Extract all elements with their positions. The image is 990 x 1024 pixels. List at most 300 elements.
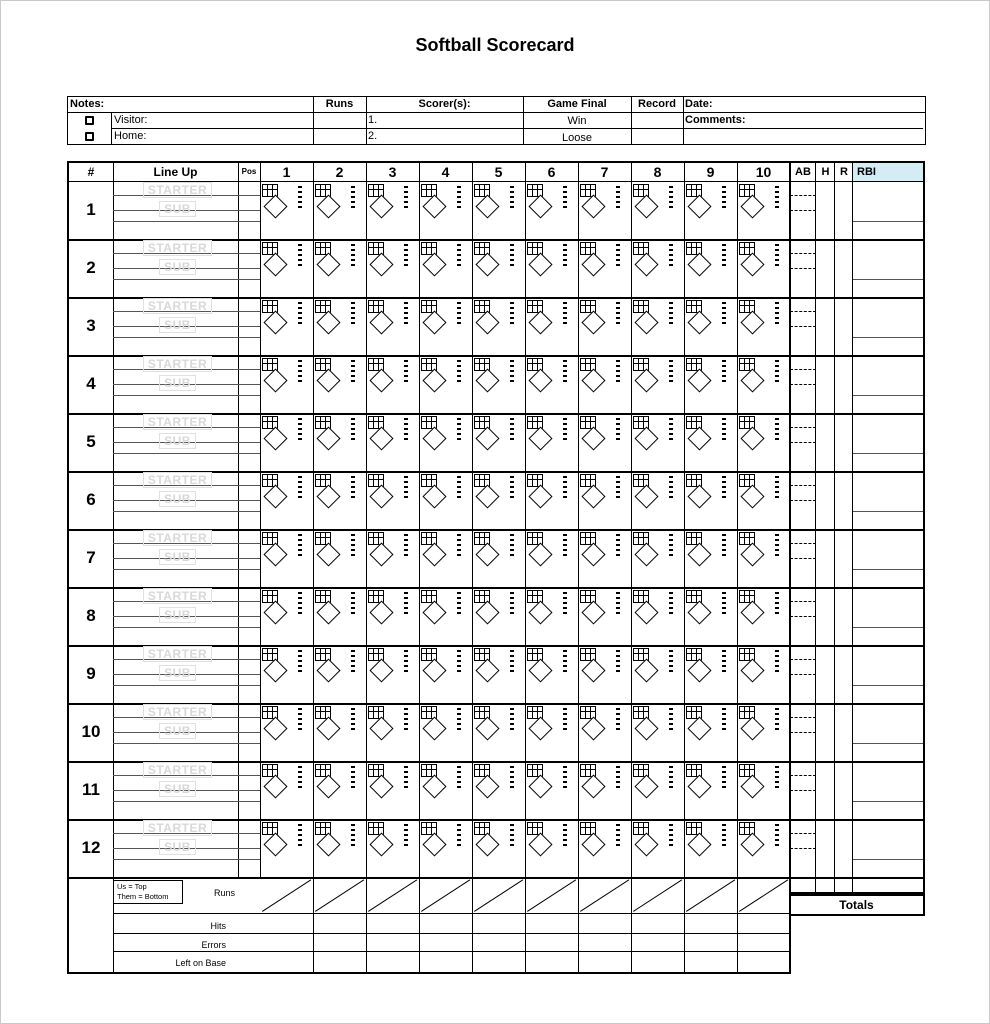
hit-type-marks <box>404 360 408 385</box>
hit-type-marks <box>457 244 461 269</box>
base-diamond[interactable] <box>634 774 658 798</box>
sub-slot[interactable] <box>115 608 240 622</box>
hit-type-marks <box>351 534 355 559</box>
base-diamond[interactable] <box>740 716 764 740</box>
hit-type-marks <box>298 766 302 791</box>
footer-errors-label: Errors <box>201 940 226 950</box>
base-diamond[interactable] <box>369 832 393 856</box>
runs-label: Runs <box>325 98 354 110</box>
grid-col-divider <box>113 163 114 877</box>
base-diamond[interactable] <box>581 658 605 682</box>
base-diamond[interactable] <box>528 310 552 334</box>
base-diamond[interactable] <box>528 658 552 682</box>
pos-col-header: Pos <box>241 167 257 176</box>
base-diamond[interactable] <box>316 310 340 334</box>
base-diamond[interactable] <box>316 542 340 566</box>
base-diamond[interactable] <box>687 832 711 856</box>
hit-type-marks <box>775 244 779 269</box>
starter-slot[interactable] <box>115 763 240 777</box>
base-diamond[interactable] <box>316 832 340 856</box>
base-diamond[interactable] <box>475 774 499 798</box>
sub-slot[interactable] <box>115 666 240 680</box>
lineup-grid <box>67 161 791 974</box>
base-diamond[interactable] <box>528 368 552 392</box>
base-diamond[interactable] <box>422 774 446 798</box>
stats-dash-line <box>790 268 816 269</box>
sub-slot[interactable] <box>115 840 240 854</box>
hit-type-marks <box>722 766 726 791</box>
base-diamond[interactable] <box>316 484 340 508</box>
hit-type-marks <box>563 708 567 733</box>
base-diamond[interactable] <box>263 194 287 218</box>
base-diamond[interactable] <box>422 426 446 450</box>
base-diamond[interactable] <box>475 252 499 276</box>
hit-type-marks <box>298 708 302 733</box>
base-diamond[interactable] <box>369 252 393 276</box>
hit-type-marks <box>351 766 355 791</box>
base-diamond[interactable] <box>316 716 340 740</box>
base-diamond[interactable] <box>528 484 552 508</box>
rbi-line <box>853 859 923 860</box>
record-label: Record <box>638 98 676 110</box>
base-diamond[interactable] <box>263 716 287 740</box>
stats-row-divider <box>790 877 923 879</box>
base-diamond[interactable] <box>740 542 764 566</box>
hit-type-marks <box>722 244 726 269</box>
stats-row-divider <box>790 703 923 705</box>
inning-col-divider <box>684 163 685 972</box>
inning-col-divider <box>578 163 579 972</box>
base-diamond[interactable] <box>687 194 711 218</box>
base-diamond[interactable] <box>475 310 499 334</box>
rbi-line <box>853 627 923 628</box>
base-diamond[interactable] <box>634 426 658 450</box>
batting-order-number: 10 <box>81 722 101 741</box>
base-diamond[interactable] <box>581 252 605 276</box>
hit-type-marks <box>510 824 514 849</box>
base-diamond[interactable] <box>634 716 658 740</box>
rbi-line <box>853 685 923 686</box>
base-diamond[interactable] <box>316 774 340 798</box>
base-diamond[interactable] <box>740 194 764 218</box>
base-diamond[interactable] <box>422 658 446 682</box>
stats-dash-line <box>790 674 816 675</box>
base-diamond[interactable] <box>581 600 605 624</box>
base-diamond[interactable] <box>316 368 340 392</box>
base-diamond[interactable] <box>475 426 499 450</box>
base-diamond[interactable] <box>528 252 552 276</box>
base-diamond[interactable] <box>475 832 499 856</box>
stats-header-divider <box>790 181 923 182</box>
scorer-2-field[interactable]: 2. <box>368 130 378 142</box>
inning-col-divider <box>419 163 420 972</box>
base-diamond[interactable] <box>528 194 552 218</box>
stats-row-divider <box>790 645 923 647</box>
base-diamond[interactable] <box>581 542 605 566</box>
starter-slot[interactable] <box>115 241 240 255</box>
base-diamond[interactable] <box>475 600 499 624</box>
base-diamond[interactable] <box>581 310 605 334</box>
hit-type-marks <box>669 592 673 617</box>
hit-type-marks <box>775 650 779 675</box>
base-diamond[interactable] <box>369 368 393 392</box>
base-diamond[interactable] <box>581 716 605 740</box>
base-diamond[interactable] <box>369 484 393 508</box>
starter-label: STARTER <box>143 588 212 604</box>
runs-split-line <box>686 879 735 911</box>
base-diamond[interactable] <box>740 832 764 856</box>
sub-slot[interactable] <box>115 318 240 332</box>
base-diamond[interactable] <box>316 252 340 276</box>
lineup-line <box>113 801 260 802</box>
footer-row-divider <box>113 933 789 934</box>
starter-label: STARTER <box>143 762 212 778</box>
stats-row-divider <box>790 297 923 299</box>
base-diamond[interactable] <box>634 194 658 218</box>
base-diamond[interactable] <box>475 716 499 740</box>
stats-row-divider <box>790 819 923 821</box>
base-diamond[interactable] <box>581 832 605 856</box>
hit-type-marks <box>351 708 355 733</box>
hit-type-marks <box>351 360 355 385</box>
base-diamond[interactable] <box>422 600 446 624</box>
base-diamond[interactable] <box>263 484 287 508</box>
base-diamond[interactable] <box>422 542 446 566</box>
starter-slot[interactable] <box>115 531 240 545</box>
base-diamond[interactable] <box>263 658 287 682</box>
sub-label: SUB <box>159 839 196 855</box>
sub-label: SUB <box>159 607 196 623</box>
base-diamond[interactable] <box>475 194 499 218</box>
hit-type-marks <box>510 708 514 733</box>
batting-order-number: 6 <box>86 490 96 509</box>
base-diamond[interactable] <box>634 484 658 508</box>
rbi-line <box>853 569 923 570</box>
base-diamond[interactable] <box>263 310 287 334</box>
base-diamond[interactable] <box>687 484 711 508</box>
stats-row-divider <box>790 529 923 531</box>
hit-type-marks <box>722 418 726 443</box>
stats-dash-line <box>790 485 816 486</box>
hit-type-marks <box>669 186 673 211</box>
starter-slot[interactable] <box>115 473 240 487</box>
base-diamond[interactable] <box>528 716 552 740</box>
hit-type-marks <box>722 534 726 559</box>
hit-type-marks <box>669 534 673 559</box>
hit-type-marks <box>457 708 461 733</box>
base-diamond[interactable] <box>316 600 340 624</box>
base-diamond[interactable] <box>422 716 446 740</box>
lineup-line <box>113 279 260 280</box>
base-diamond[interactable] <box>740 368 764 392</box>
stats-dash-line <box>790 384 816 385</box>
base-diamond[interactable] <box>581 484 605 508</box>
runs-split-line <box>474 879 523 911</box>
hit-type-marks <box>510 360 514 385</box>
stats-grid <box>790 161 925 894</box>
base-diamond[interactable] <box>634 310 658 334</box>
stats-dash-line <box>790 732 816 733</box>
hit-type-marks <box>616 650 620 675</box>
base-diamond[interactable] <box>316 194 340 218</box>
loose-option[interactable]: Loose <box>562 132 592 144</box>
hit-type-marks <box>510 418 514 443</box>
inning-col-divider <box>472 163 473 972</box>
footer-hits-label: Hits <box>210 921 226 931</box>
base-diamond[interactable] <box>369 716 393 740</box>
base-diamond[interactable] <box>634 252 658 276</box>
hit-type-marks <box>669 418 673 443</box>
base-diamond[interactable] <box>263 774 287 798</box>
batting-order-number: 3 <box>86 316 96 335</box>
starter-slot[interactable] <box>115 705 240 719</box>
hit-type-marks <box>775 708 779 733</box>
base-diamond[interactable] <box>475 542 499 566</box>
hit-type-marks <box>404 534 408 559</box>
hit-type-marks <box>616 824 620 849</box>
inning-col-divider <box>737 163 738 972</box>
runs-split-line <box>262 879 311 911</box>
base-diamond[interactable] <box>740 774 764 798</box>
batting-order-number: 11 <box>82 780 100 799</box>
base-diamond[interactable] <box>740 658 764 682</box>
page-title: Softball Scorecard <box>415 35 575 55</box>
hit-type-marks <box>457 824 461 849</box>
hit-type-marks <box>775 534 779 559</box>
sub-slot[interactable] <box>115 782 240 796</box>
base-diamond[interactable] <box>422 252 446 276</box>
base-diamond[interactable] <box>687 658 711 682</box>
hit-type-marks <box>298 476 302 501</box>
runs-split-line <box>315 879 364 911</box>
base-diamond[interactable] <box>528 426 552 450</box>
hit-type-marks <box>351 650 355 675</box>
hit-type-marks <box>351 244 355 269</box>
base-diamond[interactable] <box>263 600 287 624</box>
inning-header: 1 <box>282 164 291 180</box>
runs-split-line <box>527 879 576 911</box>
win-option[interactable]: Win <box>567 115 587 127</box>
lineup-line <box>113 685 260 686</box>
base-diamond[interactable] <box>422 194 446 218</box>
base-diamond[interactable] <box>581 426 605 450</box>
sub-slot[interactable] <box>115 202 240 216</box>
base-diamond[interactable] <box>634 600 658 624</box>
base-diamond[interactable] <box>316 426 340 450</box>
grid-col-divider <box>260 163 261 877</box>
base-diamond[interactable] <box>369 426 393 450</box>
scorers-label: Scorer(s): <box>418 98 471 110</box>
base-diamond[interactable] <box>263 542 287 566</box>
hit-type-marks <box>775 592 779 617</box>
base-diamond[interactable] <box>263 252 287 276</box>
base-diamond[interactable] <box>740 426 764 450</box>
home-checkbox[interactable] <box>85 132 94 141</box>
starter-slot[interactable] <box>115 415 240 429</box>
visitor-checkbox[interactable] <box>85 116 94 125</box>
base-diamond[interactable] <box>687 600 711 624</box>
sub-slot[interactable] <box>115 260 240 274</box>
base-diamond[interactable] <box>475 658 499 682</box>
inning-header: 3 <box>388 164 397 180</box>
hit-type-marks <box>669 302 673 327</box>
stats-dash-line <box>790 210 816 211</box>
header-col-divider <box>683 97 684 144</box>
stats-dash-line <box>790 253 816 254</box>
rbi-line <box>853 279 923 280</box>
base-diamond[interactable] <box>634 542 658 566</box>
base-diamond[interactable] <box>634 368 658 392</box>
stats-row-divider <box>790 413 923 415</box>
footer-row-divider <box>113 951 789 952</box>
stats-col-divider <box>815 163 816 892</box>
base-diamond[interactable] <box>687 310 711 334</box>
hit-type-marks <box>351 824 355 849</box>
base-diamond[interactable] <box>528 600 552 624</box>
notes-label: Notes: <box>70 98 105 110</box>
base-diamond[interactable] <box>634 658 658 682</box>
base-diamond[interactable] <box>263 368 287 392</box>
hit-type-marks <box>616 186 620 211</box>
base-diamond[interactable] <box>263 426 287 450</box>
stats-dash-line <box>790 195 816 196</box>
base-diamond[interactable] <box>369 310 393 334</box>
base-diamond[interactable] <box>369 658 393 682</box>
hit-type-marks <box>722 476 726 501</box>
inning-header: 8 <box>653 164 662 180</box>
hit-type-marks <box>351 592 355 617</box>
stat-header: RBI <box>857 166 876 178</box>
header-row-divider <box>68 112 925 113</box>
starter-slot[interactable] <box>115 299 240 313</box>
hit-type-marks <box>722 592 726 617</box>
stats-dash-line <box>790 369 816 370</box>
hit-type-marks <box>404 766 408 791</box>
sub-slot[interactable] <box>115 550 240 564</box>
sub-slot[interactable] <box>115 376 240 390</box>
hit-type-marks <box>510 766 514 791</box>
base-diamond[interactable] <box>369 774 393 798</box>
inning-col-divider <box>366 163 367 972</box>
base-diamond[interactable] <box>740 600 764 624</box>
hit-type-marks <box>457 476 461 501</box>
sub-label: SUB <box>159 375 196 391</box>
base-diamond[interactable] <box>422 368 446 392</box>
base-diamond[interactable] <box>528 774 552 798</box>
stats-dash-line <box>790 558 816 559</box>
base-diamond[interactable] <box>369 194 393 218</box>
base-diamond[interactable] <box>475 368 499 392</box>
rbi-line <box>853 453 923 454</box>
hit-type-marks <box>457 302 461 327</box>
base-diamond[interactable] <box>475 484 499 508</box>
visitor-label: Visitor: <box>114 114 148 126</box>
starter-slot[interactable] <box>115 589 240 603</box>
batting-order-number: 1 <box>86 200 96 219</box>
hit-type-marks <box>457 766 461 791</box>
sub-label: SUB <box>159 201 196 217</box>
base-diamond[interactable] <box>369 542 393 566</box>
inning-header: 2 <box>335 164 344 180</box>
base-diamond[interactable] <box>687 716 711 740</box>
base-diamond[interactable] <box>263 832 287 856</box>
base-diamond[interactable] <box>528 832 552 856</box>
base-diamond[interactable] <box>528 542 552 566</box>
hit-type-marks <box>563 534 567 559</box>
hit-type-marks <box>404 592 408 617</box>
base-diamond[interactable] <box>740 484 764 508</box>
hit-type-marks <box>510 534 514 559</box>
sub-slot[interactable] <box>115 492 240 506</box>
hit-type-marks <box>722 186 726 211</box>
starter-slot[interactable] <box>115 647 240 661</box>
base-diamond[interactable] <box>740 252 764 276</box>
home-label: Home: <box>114 130 147 142</box>
hit-type-marks <box>775 302 779 327</box>
starter-slot[interactable] <box>115 183 240 197</box>
runs-split-line <box>633 879 682 911</box>
base-diamond[interactable] <box>581 194 605 218</box>
starter-slot[interactable] <box>115 821 240 835</box>
stats-row-divider <box>790 355 923 357</box>
base-diamond[interactable] <box>422 310 446 334</box>
hit-type-marks <box>404 302 408 327</box>
rbi-line <box>853 221 923 222</box>
sub-label: SUB <box>159 665 196 681</box>
lineup-line <box>113 569 260 570</box>
stat-header: H <box>821 166 830 178</box>
hit-type-marks <box>775 476 779 501</box>
base-diamond[interactable] <box>740 310 764 334</box>
base-diamond[interactable] <box>687 774 711 798</box>
base-diamond[interactable] <box>581 368 605 392</box>
sub-slot[interactable] <box>115 724 240 738</box>
base-diamond[interactable] <box>687 368 711 392</box>
base-diamond[interactable] <box>422 832 446 856</box>
base-diamond[interactable] <box>581 774 605 798</box>
runs-split-line <box>739 879 788 911</box>
base-diamond[interactable] <box>316 658 340 682</box>
base-diamond[interactable] <box>687 542 711 566</box>
sub-label: SUB <box>159 317 196 333</box>
base-diamond[interactable] <box>422 484 446 508</box>
starter-label: STARTER <box>143 704 212 720</box>
header-col-divider <box>111 112 112 144</box>
hit-type-marks <box>669 824 673 849</box>
base-diamond[interactable] <box>369 600 393 624</box>
starter-label: STARTER <box>143 530 212 546</box>
hit-type-marks <box>616 766 620 791</box>
hit-type-marks <box>669 360 673 385</box>
hit-type-marks <box>563 766 567 791</box>
scorer-1-field[interactable]: 1. <box>368 114 378 126</box>
hit-type-marks <box>616 534 620 559</box>
rbi-line <box>853 337 923 338</box>
base-diamond[interactable] <box>687 426 711 450</box>
lineup-line <box>113 627 260 628</box>
rbi-line <box>853 511 923 512</box>
footer-lob-label: Left on Base <box>175 958 226 968</box>
starter-slot[interactable] <box>115 357 240 371</box>
stats-row-divider <box>790 471 923 473</box>
stats-dash-line <box>790 442 816 443</box>
base-diamond[interactable] <box>634 832 658 856</box>
hit-type-marks <box>775 418 779 443</box>
hit-type-marks <box>298 534 302 559</box>
sub-label: SUB <box>159 549 196 565</box>
base-diamond[interactable] <box>687 252 711 276</box>
sub-slot[interactable] <box>115 434 240 448</box>
